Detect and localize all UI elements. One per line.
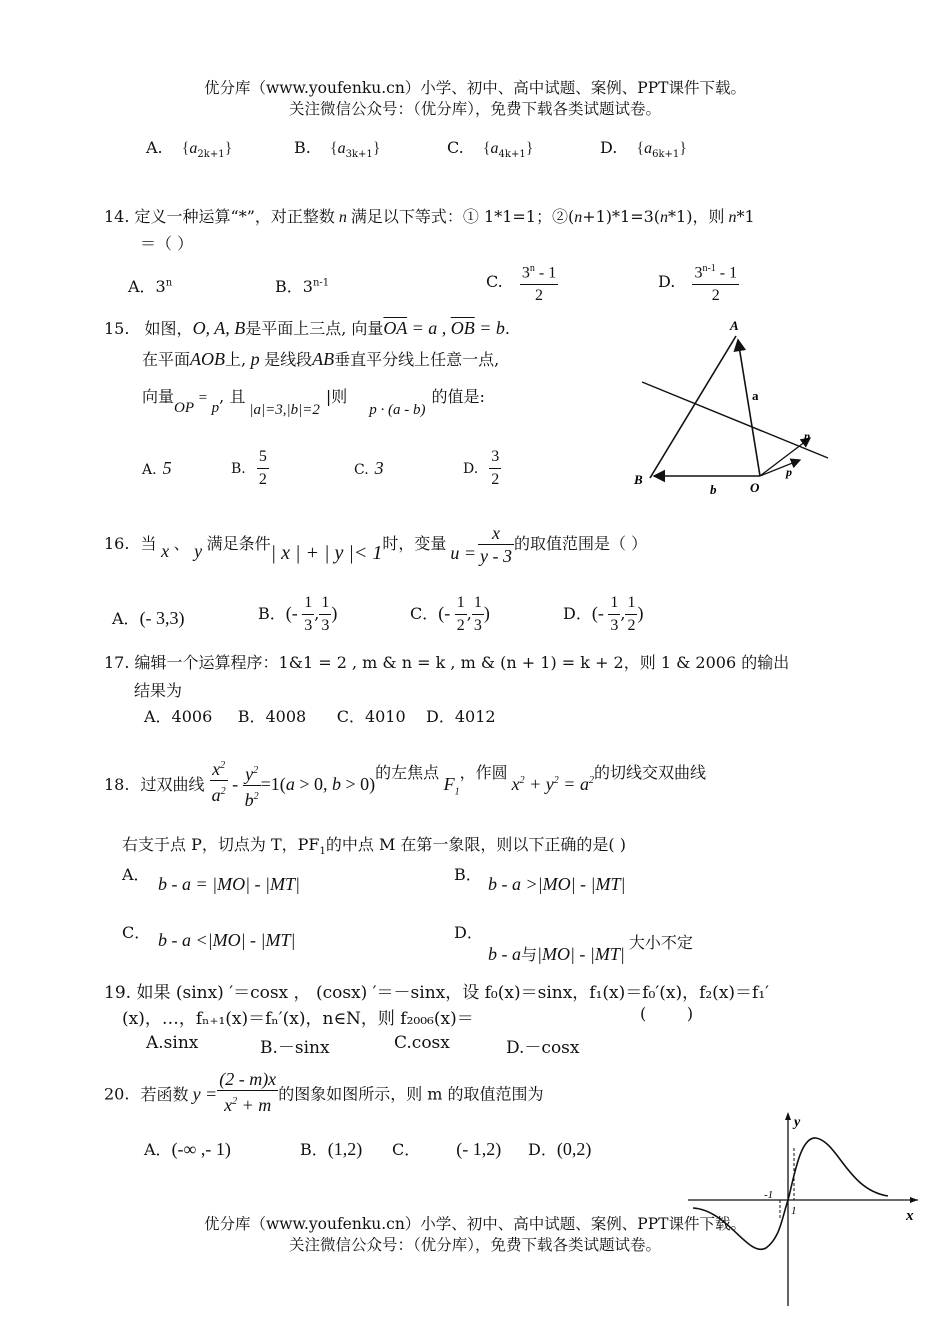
label-1: 1 bbox=[791, 1205, 797, 1217]
q18-b-expr: b - a >|MO| - |MT| bbox=[488, 874, 626, 894]
q20-a-label: A． bbox=[144, 1140, 172, 1159]
q15-text-3a: 向量 bbox=[142, 387, 175, 406]
q17-options: A．4006 B．4008 C．4010 D．4012 bbox=[144, 707, 496, 726]
q13-option-c: C. $\{a_{4k+1}\}$ bbox=[447, 138, 534, 161]
q16-line-1: 16. 当 x 、 y 满足条件| x | + | y |< 1时，变量 u = $\frac{x}{y - 3}$ 的取值范围是（ ） bbox=[104, 523, 648, 566]
q16-text-3: 满足条件 bbox=[206, 534, 271, 553]
label-p: p bbox=[804, 429, 810, 443]
q15-option-d: D. $\frac{3}{2}$ bbox=[463, 448, 500, 488]
q15-line-2: 在平面AOB上, p 是线段AB垂直平分线上任意一点, bbox=[142, 349, 500, 369]
footer-line-1: 优分库（www.youfenku.cn）小学、初中、高中试题、案例、PPT课件下载。 bbox=[203, 1215, 747, 1233]
q16-condition: | x | + | y |< 1 bbox=[270, 542, 383, 564]
q19-line-2: (x)，…，fₙ₊₁(x)＝fₙ′(x)，n∈N，则 f₂₀₀₆(x)＝ bbox=[122, 1009, 474, 1029]
q19-option-a: A.sinx bbox=[146, 1033, 199, 1053]
label-y: y bbox=[794, 1115, 801, 1130]
q20-d-value: (0,2) bbox=[556, 1139, 592, 1159]
q18-text-2: 的左焦点 bbox=[375, 763, 440, 782]
q18-a-label: A． bbox=[122, 865, 150, 884]
y-axis-arrow bbox=[785, 1112, 791, 1120]
q20-a-value: (-∞ ,- 1) bbox=[171, 1139, 231, 1159]
x-axis-arrow bbox=[910, 1197, 918, 1203]
q20-text-1: 若函数 bbox=[140, 1084, 189, 1104]
q16-option-a bbox=[112, 606, 185, 629]
q18-text-line-2: 右支于点 P，切点为 T，PF bbox=[122, 835, 320, 854]
q20-b-label: B． bbox=[300, 1140, 328, 1159]
q15-text-1a: 如图， bbox=[144, 319, 193, 338]
q14-b-label: B．3 bbox=[275, 277, 313, 296]
label-O: O bbox=[750, 480, 760, 495]
q13-c-label: C. bbox=[447, 138, 464, 157]
q16-text-4: 时，变量 bbox=[382, 534, 447, 553]
q18-text-3: ，作圆 bbox=[459, 763, 508, 782]
q13-a-sub: 2k+1 bbox=[197, 149, 225, 161]
q16-option-d: D．(- $\frac{1}{3}$ , $\frac{1}{2}$ ) bbox=[563, 594, 644, 634]
q20-option-a bbox=[144, 1137, 231, 1160]
q20-d-label: D． bbox=[528, 1140, 557, 1159]
vector-p-short bbox=[760, 460, 800, 476]
q14-text-4: *1)，则 bbox=[668, 207, 725, 226]
q20-number: 20. bbox=[104, 1084, 130, 1104]
q15-text-2b: 上, bbox=[225, 350, 247, 369]
q14-number: 14. bbox=[104, 207, 130, 226]
q14-text-3: +1)*1=3( bbox=[582, 207, 661, 226]
q17-line-2: 结果为 bbox=[134, 681, 183, 700]
q18-option-d bbox=[454, 920, 693, 964]
q15-text-1b: 是平面上三点, 向量 bbox=[245, 319, 384, 338]
q14-a-sup: n bbox=[165, 277, 173, 289]
q16-text-5: 的取值范围是（ ） bbox=[514, 534, 648, 553]
q15-c-label: C. bbox=[354, 462, 369, 478]
q15-text-2c: 是线段 bbox=[264, 350, 313, 369]
q15-b-label: B. bbox=[231, 461, 246, 477]
q15-text-2a: 在平面 bbox=[142, 350, 191, 369]
q20-b-value: (1,2) bbox=[327, 1139, 363, 1159]
q15-a-value: 5 bbox=[162, 458, 172, 478]
q20-option-b bbox=[300, 1137, 362, 1160]
header-line-1: 优分库（www.youfenku.cn）小学、初中、高中试题、案例、PPT课件下载。 bbox=[203, 79, 747, 97]
q18-b-label: B． bbox=[454, 865, 482, 884]
q18-number: 18. bbox=[104, 775, 130, 794]
q18-d-label: D． bbox=[454, 923, 483, 942]
q15-triangle-figure bbox=[630, 312, 840, 502]
label-A: A bbox=[730, 318, 739, 333]
footer-line-2: 关注微信公众号：（优分库），免费下载各类试题试卷。 bbox=[288, 1236, 661, 1254]
label-b: b bbox=[710, 482, 717, 497]
q13-d-label: D. bbox=[600, 138, 618, 157]
q15-c-value: 3 bbox=[374, 458, 384, 478]
q13-a-label: A. bbox=[146, 138, 163, 157]
q15-option-b: B. $\frac{5}{2}$ bbox=[231, 448, 267, 488]
q16-text-2: 、 bbox=[173, 534, 190, 553]
q14-option-b bbox=[275, 274, 329, 297]
vector-a bbox=[738, 340, 760, 476]
q18-d-expr-1: b - a bbox=[488, 944, 521, 964]
q19-paren: ( ) bbox=[640, 1004, 694, 1023]
q14-b-sup: n-1 bbox=[312, 277, 330, 289]
q15-text-3d: |则 bbox=[325, 387, 348, 406]
q13-option-a: A. $\{a_{2k+1}\}$ bbox=[146, 138, 233, 161]
q15-number: 15. bbox=[104, 319, 130, 338]
q20-option-d bbox=[528, 1137, 591, 1160]
q18-text-1: 过双曲线 bbox=[140, 775, 205, 794]
q15-d-label: D. bbox=[463, 461, 479, 477]
q13-option-b: B. $\{a_{3k+1}\}$ bbox=[294, 138, 381, 161]
q20-function-graph bbox=[688, 1108, 928, 1308]
q15-line-1: 15. 如图，O, A, B是平面上三点, 向量$\overline{OA} = a$ , $\overline{OB} = b$. bbox=[104, 318, 510, 338]
q18-a-expr: b - a = |MO| - |MT| bbox=[158, 874, 300, 894]
label-neg1: -1 bbox=[764, 1189, 774, 1201]
q15-option-c bbox=[354, 458, 384, 479]
q16-text-1: 当 bbox=[140, 534, 157, 553]
q15-text-3c: |a|=3,|b|=2 bbox=[249, 402, 320, 418]
q20-c-value: (- 1,2) bbox=[456, 1139, 502, 1159]
q18-d-tail: 大小不定 bbox=[628, 933, 693, 952]
q18-line-1: 18. 过双曲线 $\frac{x^2}{a^2}$ - $\frac{y^2}{b^2}$ =1(a > 0, b > 0)的左焦点 $F_1$，作圆$x^2 + y^2 = a^2$的切线交双曲线 bbox=[104, 760, 706, 811]
q18-line-2: 右支于点 P，切点为 T，$PF_1$的中点 M 在第一象限，则以下正确的是( ) bbox=[122, 835, 626, 858]
q19-option-d: D.－cosx bbox=[506, 1038, 580, 1058]
label-B: B bbox=[634, 472, 643, 487]
q16-number: 16. bbox=[104, 534, 130, 553]
q18-d-expr-2: |MO| - |MT| bbox=[537, 944, 625, 964]
q18-c-label: C． bbox=[122, 923, 151, 942]
q18-text-line-2b: 的中点 M 在第一象限，则以下正确的是( ) bbox=[325, 835, 626, 854]
q15-line-3: 向量OP = p, 且|a|=3,|b|=2|则p · (a - b)的值是: bbox=[142, 387, 485, 418]
q13-b-label: B. bbox=[294, 138, 311, 157]
q19-line-1: 19. 如果 (sinx) ′＝cosx ， (cosx) ′＝－sinx，设 f₀(x)＝sinx，f₁(x)＝f₀′(x)，f₂(x)＝f₁′ bbox=[104, 983, 769, 1003]
q18-option-c bbox=[122, 920, 296, 950]
q20-c-label: C． bbox=[392, 1140, 421, 1159]
label-a: a bbox=[752, 388, 759, 403]
q16-a-label: A． bbox=[112, 609, 140, 628]
q20-option-c bbox=[392, 1137, 501, 1160]
q14-option-d: D. $\frac{3^{n-1} - 1}{2}$ bbox=[658, 258, 739, 307]
q18-option-a bbox=[122, 862, 300, 894]
q19-option-b: B.－sinx bbox=[260, 1038, 330, 1058]
label-p-vector: p bbox=[786, 465, 792, 479]
header-line-2: 关注微信公众号：（优分库），免费下载各类试题试卷。 bbox=[288, 100, 661, 118]
q14-a-label: A．3 bbox=[128, 277, 166, 296]
q14-c-label: C. bbox=[486, 272, 503, 292]
q18-d-mid: 与 bbox=[521, 945, 538, 964]
q20-line-1: 20. 若函数 y = $\frac{(2 - m)x}{x^2 + m}$ 的图象如图所示，则 m 的取值范围为 bbox=[104, 1069, 544, 1115]
q16-option-c: C．(- $\frac{1}{2}$ , $\frac{1}{3}$ ) bbox=[410, 594, 490, 634]
q18-text-4: 的切线交双曲线 bbox=[593, 763, 706, 782]
q14-text-1: 定义一种运算“*”，对正整数 bbox=[134, 207, 335, 226]
q16-d-label: D． bbox=[563, 604, 592, 623]
q13-option-d: D. $\{a_{6k+1}\}$ bbox=[600, 138, 687, 161]
q16-a-value: (- 3,3) bbox=[139, 608, 185, 628]
q14-option-c: C. $\frac{3^n - 1}{2}$ bbox=[486, 258, 558, 307]
q20-text-2: 的图象如图所示，则 m 的取值范围为 bbox=[278, 1084, 544, 1104]
q14-line-1: 14. 定义一种运算“*”，对正整数 n 满足以下等式：① 1*1=1；②(n+1)*1=3(n*1)，则 n*1 bbox=[104, 207, 755, 226]
q18-option-b bbox=[454, 862, 626, 894]
q16-c-label: C． bbox=[410, 604, 439, 623]
q13-d-sub: 6k+1 bbox=[652, 149, 680, 161]
q16-b-label: B． bbox=[258, 604, 286, 623]
q14-option-a bbox=[128, 274, 172, 297]
q13-b-sub: 3k+1 bbox=[345, 149, 373, 161]
segment-ab bbox=[650, 336, 736, 478]
vector-p-long bbox=[760, 438, 810, 476]
q14-text-2: 满足以下等式：① 1*1=1；②( bbox=[350, 207, 575, 226]
q14-text-5: *1 bbox=[736, 207, 755, 226]
q15-text-3b: , 且 bbox=[219, 387, 246, 406]
label-x: x bbox=[906, 1208, 914, 1224]
q15-text-3e: 的值是: bbox=[431, 387, 485, 406]
q13-c-sub: 4k+1 bbox=[498, 149, 526, 161]
q17-line-1: 17. 编辑一个运算程序：1&1 = 2 , m & n = k , m & (n + 1) = k + 2，则 1 & 2006 的输出 bbox=[104, 653, 790, 672]
q19-option-c: C.cosx bbox=[394, 1033, 450, 1053]
q18-c-expr: b - a <|MO| - |MT| bbox=[158, 930, 296, 950]
q14-line-2: ＝（ ） bbox=[140, 234, 194, 253]
q14-d-label: D. bbox=[658, 272, 676, 292]
q15-option-a bbox=[142, 458, 172, 479]
q16-option-b: B．(- $\frac{1}{3}$ , $\frac{1}{3}$ ) bbox=[258, 594, 338, 634]
q15-text-2d: 垂直平分线上任意一点, bbox=[334, 350, 500, 369]
q15-a-label: A. bbox=[142, 462, 157, 478]
